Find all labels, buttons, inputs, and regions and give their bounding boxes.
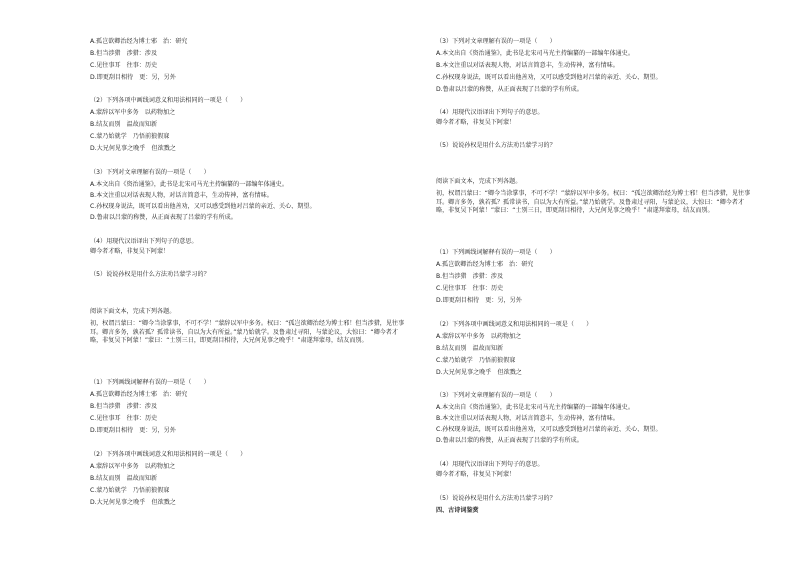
option-a: A.蒙辞以军中多务 以药物加之 bbox=[90, 109, 176, 116]
option-d: D.鲁肃以吕蒙的称赞，从正面表现了吕蒙的学有所成。 bbox=[436, 437, 583, 444]
option-b: B.结友而别 温故而知新 bbox=[90, 475, 158, 482]
option-b: B.本文注重以对话表现人物，对话言简意丰，生动传神，富有情味。 bbox=[436, 415, 619, 422]
question-stem: （1）下列画线词解释有误的一项是（ ） bbox=[90, 379, 210, 386]
option-d: D.大兄何见事之晚乎 但欲戮之 bbox=[90, 499, 176, 506]
question-stem: （3）下列对文章理解有误的一项是（ ） bbox=[436, 392, 556, 399]
option-d: D.鲁肃以吕蒙的称赞，从正面表现了吕蒙的学有所成。 bbox=[90, 214, 237, 221]
option-c: C.孙权现身说法，既可以看出他善劝，又可以感受到他对吕蒙的亲近、关心、期望。 bbox=[90, 203, 316, 210]
question-stem: （5）说说孙权是用什么方法劝吕蒙学习的？ bbox=[436, 142, 556, 149]
option-d: D.大兄何见事之晚乎 但欲戮之 bbox=[90, 145, 176, 152]
option-d: D.鲁肃以吕蒙的称赞，从正面表现了吕蒙的学有所成。 bbox=[436, 86, 583, 93]
option-a: A.蒙辞以军中多务 以药物加之 bbox=[436, 333, 522, 340]
option-a: A.本文出自《资治通鉴》，此书是北宋司马光主持编纂的一部编年体通史。 bbox=[436, 50, 634, 57]
option-b: B.结友而别 温故而知新 bbox=[90, 121, 158, 128]
option-d: D.大兄何见事之晚乎 但欲戮之 bbox=[436, 369, 522, 376]
option-d: D.即更刮目相待 更：另，另外 bbox=[436, 297, 522, 304]
reading-instruction: 阅读下面文本，完成下列各题。 bbox=[436, 178, 522, 185]
option-a: A.本文出自《资治通鉴》，此书是北宋司马光主持编纂的一部编年体通史。 bbox=[90, 181, 288, 188]
question-stem: （3）下列对文章理解有误的一项是（ ） bbox=[90, 169, 210, 176]
option-a: A.蒙辞以军中多务 以药物加之 bbox=[90, 463, 176, 470]
question-stem: （2）下列各项中画线词意义和用法相同的一项是（ ） bbox=[436, 321, 593, 328]
option-c: C.见往事耳 往事：历史 bbox=[90, 415, 158, 422]
question-stem: （5）说说孙权是用什么方法劝吕蒙学习的？ bbox=[90, 271, 210, 278]
option-c: C.蒙乃始就学 乃悟前狼假寐 bbox=[436, 357, 516, 364]
option-c: C.见往事耳 往事：历史 bbox=[90, 62, 158, 69]
question-stem: （5）说说孙权是用什么方法劝吕蒙学习的？ bbox=[436, 495, 556, 502]
option-b: B.结友而别 温故而知新 bbox=[436, 345, 504, 352]
question-stem: （4）用现代汉语译出下列句子的意思。 bbox=[90, 238, 198, 245]
question-stem: （1）下列画线词解释有误的一项是（ ） bbox=[436, 249, 556, 256]
option-b: B.但当涉猎 涉猎：涉及 bbox=[90, 50, 158, 57]
option-c: C.孙权现身说法，既可以看出他善劝，又可以感受到他对吕蒙的亲近、关心、期望。 bbox=[436, 74, 662, 81]
translate-sentence: 卿今者才略，非复吴下阿蒙！ bbox=[90, 248, 170, 255]
question-stem: （3）下列对文章理解有误的一项是（ ） bbox=[436, 38, 556, 45]
question-stem: （2）下列各项中画线词意义和用法相同的一项是（ ） bbox=[90, 451, 247, 458]
option-c: C.蒙乃始就学 乃悟前狼假寐 bbox=[90, 487, 170, 494]
option-a: A.本文出自《资治通鉴》，此书是北宋司马光主持编纂的一部编年体通史。 bbox=[436, 404, 634, 411]
option-b: B.本文注重以对话表现人物，对话言简意丰，生动传神，富有情味。 bbox=[90, 192, 273, 199]
option-d: D.即更刮目相待 更：另，另外 bbox=[90, 427, 176, 434]
classical-passage: 初，权谓吕蒙曰：“卿今当涂掌事，不可不学！”蒙辞以军中多务。权曰：“孤岂欲卿治经为博士邪！但当涉猎，见往事耳。卿言多务，孰若孤？孤常读书，自以为大有所益。”蒙乃始就学。及鲁肃过寻阳，与蒙论议，大惊曰：“卿今者才略，非复吴下阿蒙！”蒙曰：“士别三日，即更刮目相待，大兄何见事之晚乎！”肃遂拜蒙母，结友而别。 bbox=[90, 320, 405, 345]
option-d: D.即更刮目相待 更：另，另外 bbox=[90, 74, 176, 81]
option-b: B.但当涉猎 涉猎：涉及 bbox=[90, 403, 158, 410]
option-a: A.孤岂欲卿治经为博士邪 治：研究 bbox=[90, 38, 188, 45]
option-c: C.见往事耳 往事：历史 bbox=[436, 285, 504, 292]
reading-instruction: 阅读下面文本，完成下列各题。 bbox=[90, 308, 176, 315]
option-b: B.但当涉猎 涉猎：涉及 bbox=[436, 273, 504, 280]
option-a: A.孤岂欲卿治经为博士邪 治：研究 bbox=[436, 261, 534, 268]
translate-sentence: 卿今者才略，非复吴下阿蒙！ bbox=[436, 471, 516, 478]
classical-passage: 初，权谓吕蒙曰：“卿今当涂掌事，不可不学！”蒙辞以军中多务。权曰：“孤岂欲卿治经为博士邪！但当涉猎，见往事耳。卿言多务，孰若孤？孤常读书，自以为大有所益。”蒙乃始就学。及鲁肃过寻阳，与蒙论议，大惊曰：“卿今者才略，非复吴下阿蒙！”蒙曰：“士别三日，即更刮目相待，大兄何见事之晚乎！”肃遂拜蒙母，结友而别。 bbox=[436, 190, 751, 215]
question-stem: （4）用现代汉语译出下列句子的意思。 bbox=[436, 109, 544, 116]
option-c: C.孙权现身说法，既可以看出他善劝，又可以感受到他对吕蒙的亲近、关心、期望。 bbox=[436, 426, 662, 433]
section-heading: 四、古诗词鉴赏 bbox=[436, 507, 479, 514]
translate-sentence: 卿今者才略，非复吴下阿蒙！ bbox=[436, 119, 516, 126]
option-c: C.蒙乃始就学 乃悟前狼假寐 bbox=[90, 133, 170, 140]
question-stem: （2）下列各项中画线词意义和用法相同的一项是（ ） bbox=[90, 97, 247, 104]
option-a: A.孤岂欲卿治经为博士邪 治：研究 bbox=[90, 391, 188, 398]
question-stem: （4）用现代汉语译出下列句子的意思。 bbox=[436, 461, 544, 468]
option-b: B.本文注重以对话表现人物，对话言简意丰，生动传神，富有情味。 bbox=[436, 62, 619, 69]
